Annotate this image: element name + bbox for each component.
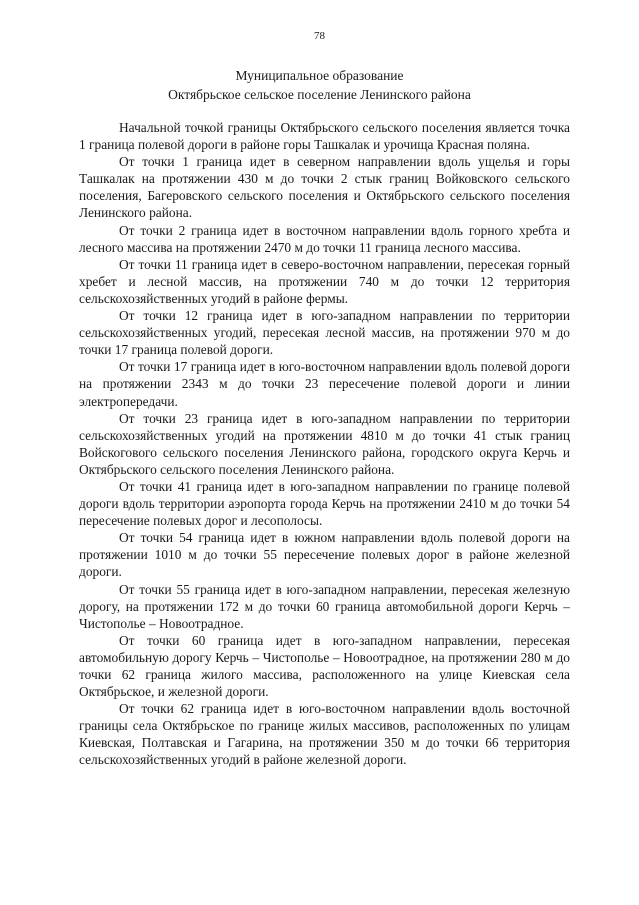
paragraph-point-2: От точки 2 граница идет в восточном направлении вдоль горного хребта и лесного массива на протяжении 2470 м до точки 11 граница лесного массива. [79, 222, 570, 255]
paragraph-point-17: От точки 17 граница идет в юго-восточном направлении вдоль полевой дороги на протяжении 2343 м до точки 23 пересечение полевой дороги и линии электропередачи. [79, 359, 570, 409]
document-heading [0, 66, 639, 104]
paragraph-point-62: От точки 62 граница идет в юго-восточном направлении вдоль восточной границы села Октябрьское по границе жилых массивов, расположенных по улицам Киевская, Полтавская и Гагарина, на протяжении 350 м до точки 66 территория сельскохозяйственных угодий в районе железной дороги. [79, 701, 570, 768]
paragraph-point-1: От точки 1 граница идет в северном направлении вдоль ущелья и горы Ташкалак на протяжении 430 м до точки 2 стык границ Войковского сельского поселения, Багеровского сельского поселения и Октябрьского сельского поселения Ленинского района. [79, 154, 570, 221]
paragraph-point-41: От точки 41 граница идет в юго-западном направлении по границе полевой дороги вдоль территории аэропорта города Керчь на протяжении 2410 м до точки 54 пересечение полевых дорог и лесополосы. [79, 478, 570, 529]
heading-line-settlement: Октябрьское сельское поселение Ленинского района [168, 87, 471, 102]
paragraph-point-54: От точки 54 граница идет в южном направлении вдоль полевой дороги на протяжении 1010 м до точки 55 пересечение полевых дорог в районе железной дороги. [79, 530, 570, 580]
paragraph-point-55: От точки 55 граница идет в юго-западном направлении, пересекая железную дорогу, на протяжении 172 м до точки 60 граница автомобильной дороги Керчь – Чистополье – Новоотрадное. [79, 581, 570, 631]
heading-line-municipality: Муниципальное образование [235, 68, 404, 83]
paragraph-point-12: От точки 12 граница идет в юго-западном направлении по территории сельскохозяйственных угодий, пересекая лесной массив, на протяжении 970 м до точки 17 граница полевой дороги. [79, 308, 570, 358]
paragraph-start-point: Начальной точкой границы Октябрьского сельского поселения является точка 1 граница полевой дороги в районе горы Ташкалак и урочища Красная поляна. [79, 120, 570, 153]
paragraph-point-60: От точки 60 граница идет в юго-западном направлении, пересекая автомобильную дорогу Керчь – Чистополье – Новоотрадное, на протяжении 280 м до точки 62 граница жилого массива, расположенного на улице Киевская села Октябрьское, и железной дороги. [79, 632, 570, 700]
document-body [79, 119, 570, 769]
page-number: 78 [314, 30, 325, 42]
paragraph-point-11: От точки 11 граница идет в северо-восточном направлении, пересекая горный хребет и лесной массив, на протяжении 740 м до точки 12 территория сельскохозяйственных угодий в районе фермы. [79, 256, 570, 306]
paragraph-point-23: От точки 23 граница идет в юго-западном направлении по территории сельскохозяйственных угодий на протяжении 4810 м до точки 41 стык границ Войскогового сельского поселения Ленинского района, городского округа Керчь и Октябрьского сельского поселения Ленинского района. [79, 410, 570, 477]
